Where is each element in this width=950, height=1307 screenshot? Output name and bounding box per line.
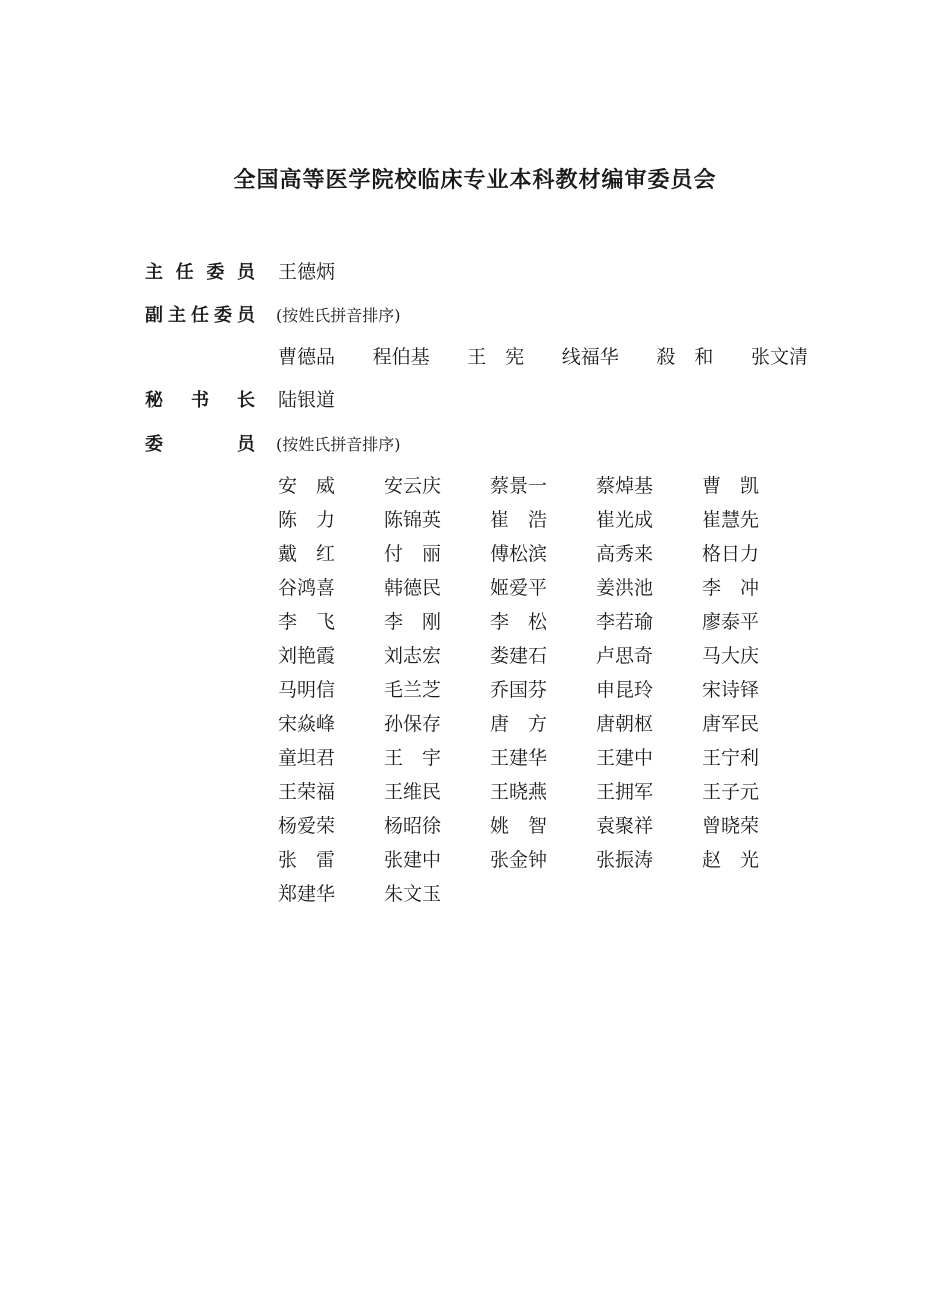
- chair-name: 王德炳: [278, 261, 336, 283]
- vice-chair-name: 曹德品: [278, 346, 336, 368]
- members-note: (按姓氏拼音排序): [276, 435, 401, 454]
- label-char: 员: [237, 305, 255, 326]
- member-name: 安 威: [278, 475, 336, 497]
- member-name: 朱文玉: [384, 883, 442, 905]
- member-name: 蔡景一: [490, 475, 548, 497]
- member-name: 曹 凯: [702, 475, 760, 497]
- label-char: 任: [175, 262, 194, 283]
- member-name: 刘艳霞: [278, 645, 336, 667]
- member-name: 童坦君: [278, 747, 336, 769]
- member-name: 李 松: [490, 611, 548, 633]
- label-char: 副: [145, 305, 163, 326]
- secretary-general-name: 陆银道: [278, 389, 336, 411]
- vice-chair-name: 殺 和: [656, 346, 714, 368]
- member-name: 王维民: [384, 781, 442, 803]
- member-name: 傅松滨: [490, 543, 548, 565]
- member-name: 李 刚: [384, 611, 442, 633]
- member-name: 唐朝枢: [596, 713, 654, 735]
- member-name: 杨昭徐: [384, 815, 442, 837]
- member-name: 王晓燕: [490, 781, 548, 803]
- member-name: 戴 红: [278, 543, 336, 565]
- vice-chair-name: 王 宪: [467, 346, 525, 368]
- vice-chair-name: 程伯基: [372, 346, 430, 368]
- label-char: 主: [168, 305, 186, 326]
- member-name: 赵 光: [702, 849, 760, 871]
- member-name: 郑建华: [278, 883, 336, 905]
- member-name: 袁聚祥: [596, 815, 654, 837]
- member-name: 王建中: [596, 747, 654, 769]
- member-name: 申昆玲: [596, 679, 654, 701]
- members-label: [145, 430, 255, 456]
- member-name: 姚 智: [490, 815, 548, 837]
- member-name: 李若瑜: [596, 611, 654, 633]
- label-char: 委: [214, 305, 232, 326]
- member-name: 宋焱峰: [278, 713, 336, 735]
- member-name: 高秀来: [596, 543, 654, 565]
- member-name: 付 丽: [384, 543, 442, 565]
- label-char: 任: [191, 305, 209, 326]
- label-char: 委: [145, 434, 163, 455]
- member-name: 谷鸿喜: [278, 577, 336, 599]
- member-name: 韩德民: [384, 577, 442, 599]
- member-name: 王建华: [490, 747, 548, 769]
- member-name: 唐军民: [702, 713, 760, 735]
- vice-chair-name: 张文清: [750, 346, 808, 368]
- label-char: 员: [236, 262, 255, 283]
- chair-label: [145, 258, 255, 284]
- member-name: 毛兰芝: [384, 679, 442, 701]
- member-name: 曾晓荣: [702, 815, 760, 837]
- member-name: 王宁利: [702, 747, 760, 769]
- member-name: 刘志宏: [384, 645, 442, 667]
- vice-chair-names: [278, 342, 808, 369]
- member-name: 王拥军: [596, 781, 654, 803]
- member-name: 崔光成: [596, 509, 654, 531]
- member-name: 蔡焯基: [596, 475, 654, 497]
- member-name: 张金钟: [490, 849, 548, 871]
- member-name: 孙保存: [384, 713, 442, 735]
- member-name: 安云庆: [384, 475, 442, 497]
- member-name: 唐 方: [490, 713, 548, 735]
- member-name: 张振涛: [596, 849, 654, 871]
- member-name: 乔国芬: [490, 679, 548, 701]
- member-name: 张建中: [384, 849, 442, 871]
- member-name: 杨爱荣: [278, 815, 336, 837]
- member-name: 姬爱平: [490, 577, 548, 599]
- vice-chair-name: 线福华: [561, 346, 619, 368]
- member-name: 格日力: [702, 543, 760, 565]
- member-name: 陈锦英: [384, 509, 442, 531]
- member-name: 崔慧先: [702, 509, 760, 531]
- label-char: 长: [237, 390, 255, 411]
- secretary-general-label: [145, 386, 255, 412]
- member-name: 马明信: [278, 679, 336, 701]
- member-name: 陈 力: [278, 509, 336, 531]
- label-char: 委: [206, 262, 225, 283]
- member-name: 卢思奇: [596, 645, 654, 667]
- members-grid: [278, 471, 808, 913]
- label-char: 书: [191, 390, 209, 411]
- member-name: 廖泰平: [702, 611, 760, 633]
- member-name: 娄建石: [490, 645, 548, 667]
- member-name: 李 冲: [702, 577, 760, 599]
- vice-chair-note: (按姓氏拼音排序): [276, 306, 401, 325]
- label-char: 主: [145, 262, 163, 283]
- member-name: 宋诗铎: [702, 679, 760, 701]
- label-char: 员: [237, 434, 255, 455]
- member-name: 李 飞: [278, 611, 336, 633]
- member-name: 崔 浩: [490, 509, 548, 531]
- vice-chair-label: [145, 301, 255, 327]
- member-name: 张 雷: [278, 849, 336, 871]
- member-name: 马大庆: [702, 645, 760, 667]
- member-name: 王 宇: [384, 747, 442, 769]
- member-name: 姜洪池: [596, 577, 654, 599]
- page-title: 全国高等医学院校临床专业本科教材编审委员会: [233, 168, 717, 193]
- member-name: 王荣福: [278, 781, 336, 803]
- member-name: 王子元: [702, 781, 760, 803]
- label-char: 秘: [145, 390, 163, 411]
